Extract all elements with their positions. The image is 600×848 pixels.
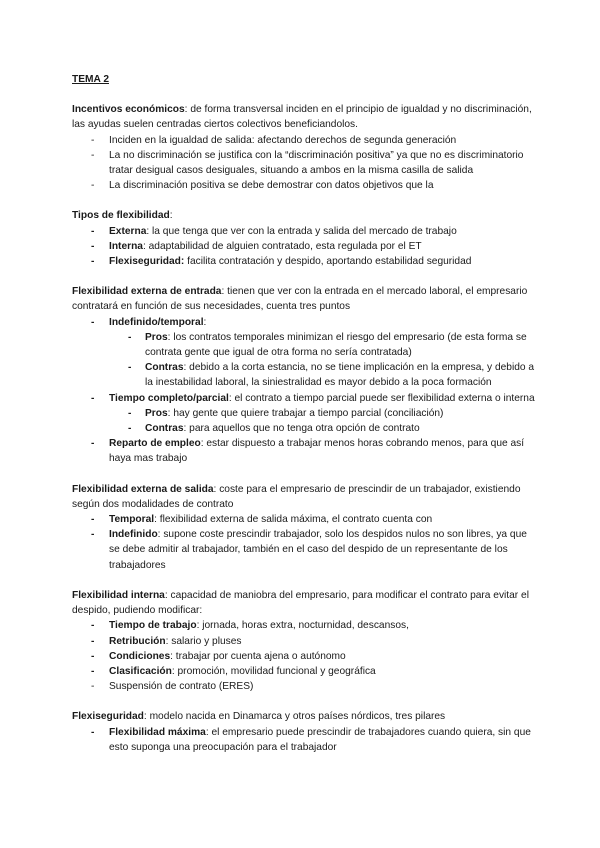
item-text: facilita contratación y despido, aportando estabilidad seguridad [184, 256, 472, 268]
item-term: Reparto de empleo [109, 438, 201, 450]
paragraph [72, 588, 540, 618]
list-item: - La discriminación positiva se debe demostrar con datos objetivos que la [91, 180, 434, 192]
list-item: - Inciden en la igualdad de salida: afectando derechos de segunda generación [91, 134, 457, 146]
section-interna [72, 588, 540, 694]
list-item: - La no discriminación se justifica con la “discriminación positiva” ya que no es discriminatorio tratar desigual casos desiguales, situando a ambos en la misma casilla de salida [91, 149, 524, 177]
paragraph-text: : de forma transversal inciden en el principio de igualdad y no discriminación, las ayudas suelen centradas ciertos colectivos beneficiandolos. [72, 104, 532, 131]
item-term: Pros [145, 331, 168, 343]
item-text: : el empresario puede prescindir de trabajadores cuando quiera, sin que esto suponga una preocupación para el trabajador [109, 726, 531, 753]
sub-list-item: - Contras: debido a la corta estancia, no se tiene implicación en la empresa, y debido a la inestabilidad laboral, la siniestralidad es mayor debido a la poca formación [128, 362, 535, 389]
item-term: Clasificación [109, 665, 172, 677]
item-term: Tiempo de trabajo [109, 620, 197, 632]
item-text: Inciden en la igualdad de salida: afectando derechos de segunda generación [109, 134, 457, 146]
list-item: - Reparto de empleo: estar dispuesto a trabajar menos horas cobrando menos, para que así haya mas trabajo [91, 438, 525, 465]
item-term: Condiciones [109, 650, 171, 662]
list-item: - Tiempo completo/parcial: el contrato a tiempo parcial puede ser flexibilidad externa o interna [91, 392, 535, 404]
bullet-list [72, 133, 540, 194]
section-heading: Tipos de flexibilidad [72, 210, 170, 222]
item-term: Pros [145, 407, 168, 419]
section-externa-salida [72, 482, 540, 573]
list-item: - Indefinido: supone coste prescindir trabajador, solo los despidos nulos no son libres, ya que se debe admitir al trabajador, también en el caso del despido de un representante de los trabajadores [91, 529, 527, 571]
item-term: Temporal [109, 514, 155, 526]
section-heading: Flexibilidad externa de salida [72, 483, 214, 495]
sub-list-item: - Contras: para aquellos que no tenga otra opción de contrato [128, 423, 420, 435]
item-text: : debido a la corta estancia, no se tiene implicación en la empresa, y debido a la inestabilidad laboral, la siniestralidad es mayor debido a la poca formación [145, 362, 535, 389]
list-item: - Condiciones: trabajar por cuenta ajena o autónomo [91, 650, 346, 662]
sub-list-item: - Pros: los contratos temporales minimizan el riesgo del empresario (de esta forma se contrata gente que igual de otra forma no sería contratada) [128, 331, 527, 359]
bullet-list [72, 315, 540, 467]
item-text: : los contratos temporales minimizan el riesgo del empresario (de esta forma se contrata gente que igual de otra forma no sería contratada) [145, 331, 527, 359]
item-term: Contras [145, 423, 184, 435]
item-text: La discriminación positiva se debe demostrar con datos objetivos que la [109, 180, 434, 192]
section-incentivos [72, 102, 540, 193]
item-text: : [203, 316, 207, 328]
sub-list-item: - Pros: hay gente que quiere trabajar a tiempo parcial (conciliación) [128, 407, 444, 419]
item-term: Retribución [109, 635, 166, 647]
list-item: - Temporal: flexibilidad externa de salida máxima, el contrato cuenta con [91, 514, 433, 526]
item-term: Tiempo completo/parcial [109, 392, 229, 404]
item-text: : promoción, movilidad funcional y geográfica [171, 665, 376, 677]
item-term: Indefinido [109, 529, 158, 541]
paragraph-text: : capacidad de maniobra del empresario, para modificar el contrato para evitar el despido, pudiendo modificar: [72, 589, 529, 617]
section-heading: Flexibilidad interna [72, 589, 165, 601]
bullet-list [72, 618, 540, 694]
section-flexiseguridad [72, 709, 540, 755]
section-heading: Incentivos económicos [72, 104, 185, 116]
item-term: Flexiseguridad: [109, 256, 185, 268]
item-term: Externa [109, 225, 147, 237]
item-text: : supone coste prescindir trabajador, solo los despidos nulos no son libres, ya que se debe admitir al trabajador, también en el caso del despido de un representante de los trabajadores [109, 529, 527, 571]
list-item: - Retribución: salario y pluses [91, 635, 242, 647]
bullet-list [72, 512, 540, 573]
item-text: : el contrato a tiempo parcial puede ser flexibilidad externa o interna [228, 392, 535, 404]
section-tipos [72, 208, 540, 269]
paragraph-text: : coste para el empresario de prescindir de un trabajador, existiendo según dos modalidades de contrato [72, 483, 521, 510]
paragraph [72, 208, 540, 223]
list-item: - Tiempo de trabajo: jornada, horas extra, nocturnidad, descansos, [91, 620, 409, 632]
paragraph-text: : modelo nacida en Dinamarca y otros países nórdicos, tres pilares [143, 711, 446, 723]
item-term: Contras [145, 362, 184, 374]
item-text: : hay gente que quiere trabajar a tiempo parcial (conciliación) [167, 407, 444, 419]
section-externa-entrada [72, 284, 540, 466]
item-text: : estar dispuesto a trabajar menos horas cobrando menos, para que así haya mas trabajo [109, 438, 525, 465]
paragraph-text: : [169, 210, 173, 222]
paragraph [72, 102, 540, 132]
item-text: : trabajar por cuenta ajena o autónomo [170, 650, 346, 662]
list-item: - Interna: adaptabilidad de alguien contratado, esta regulada por el ET [91, 240, 422, 252]
paragraph [72, 482, 540, 512]
item-text: : flexibilidad externa de salida máxima, el contrato cuenta con [154, 514, 433, 526]
paragraph [72, 709, 540, 724]
item-text: : la que tenga que ver con la entrada y salida del mercado de trabajo [146, 225, 457, 237]
list-item: - Flexibilidad máxima: el empresario puede prescindir de trabajadores cuando quiera, sin que esto suponga una preocupación para el trabajador [91, 726, 531, 753]
item-text: : jornada, horas extra, nocturnidad, descansos, [196, 620, 409, 632]
bullet-list [72, 725, 540, 755]
item-text: La no discriminación se justifica con la “discriminación positiva” ya que no es discriminatorio tratar desigual casos desiguales, situando a ambos en la misma casilla de salida [109, 149, 524, 177]
item-text: : salario y pluses [165, 635, 242, 647]
paragraph [72, 284, 540, 314]
bullet-list [72, 224, 540, 270]
list-item: - Suspensión de contrato (ERES) [91, 681, 254, 693]
list-item: - Flexiseguridad: facilita contratación y despido, aportando estabilidad seguridad [91, 256, 472, 268]
item-text: : para aquellos que no tenga otra opción de contrato [183, 423, 420, 435]
list-item: - Externa: la que tenga que ver con la entrada y salida del mercado de trabajo [91, 225, 457, 237]
list-item: - Indefinido/temporal: [91, 316, 207, 328]
page-title: TEMA 2 [72, 74, 109, 85]
item-term: Indefinido/temporal [109, 316, 204, 328]
section-heading: Flexibilidad externa de entrada [72, 286, 222, 298]
section-heading: Flexiseguridad [72, 711, 144, 723]
item-term: Interna [109, 240, 143, 252]
item-text: : adaptabilidad de alguien contratado, esta regulada por el ET [142, 240, 422, 252]
list-item: - Clasificación: promoción, movilidad funcional y geográfica [91, 665, 376, 677]
paragraph-text: : tienen que ver con la entrada en el mercado laboral, el empresario contratará en función de sus necesidades, cuenta tres puntos [72, 286, 528, 313]
item-term: Flexibilidad máxima [109, 726, 206, 738]
item-text: Suspensión de contrato (ERES) [109, 681, 254, 693]
